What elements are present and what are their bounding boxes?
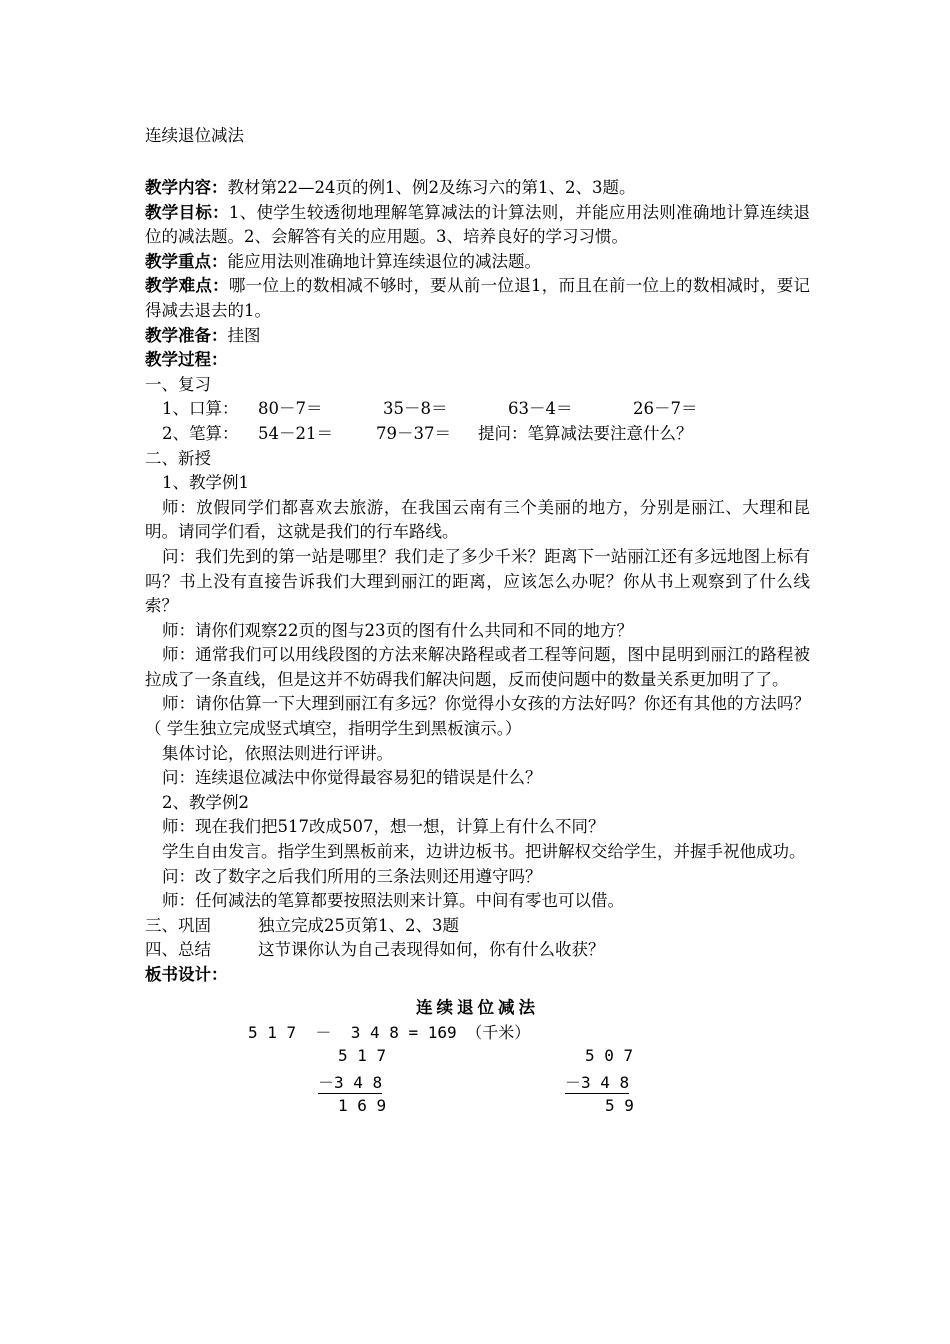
board-label: 板书设计：	[145, 965, 228, 984]
oral-row	[145, 397, 810, 422]
consolidate-heading: 三、巩固	[145, 915, 211, 935]
hard-label: 教学难点：	[145, 276, 229, 296]
example1-heading: 1、教学例1	[162, 473, 249, 493]
content-line	[145, 176, 810, 201]
consolidate-row	[145, 914, 810, 939]
board-area	[145, 1020, 810, 1115]
paragraph: 问：我们先到的第一站是哪里？我们走了多少千米？距离下一站丽江还有多远地图上标有吗？书上没有直接告诉我们大理到丽江的距离，应该怎么办呢？你从书上观察到了什么线索？	[145, 546, 810, 616]
key-label: 教学重点：	[145, 251, 228, 271]
paragraph: 师：请你估算一下大理到丽江有多远？你觉得小女孩的方法好吗？你还有其他的方法吗？（ 学生独立完成竖式填空，指明学生到黑板演示。）	[145, 694, 810, 739]
calc1-top: 5 1 7	[338, 1045, 387, 1065]
key-line	[145, 250, 810, 275]
calc1-minus: －3 4 8	[318, 1070, 382, 1094]
consolidate-text: 独立完成25页第1、2、3题	[258, 915, 459, 935]
summary-heading: 四、总结	[145, 940, 211, 960]
oral-item: 80－7＝	[258, 399, 323, 419]
paragraph: 师：通常我们可以用线段图的方法来解决路程或者工程等问题，图中昆明到丽江的路程被拉成了一条直线，但是这并不妨碍我们解决问题，反而使问题中的数量关系更加明了了。	[145, 645, 810, 689]
content-text: 教材第22—24页的例1、例2及练习六的第1、2、3题。	[227, 178, 636, 197]
key-text: 能应用法则准确地计算连续退位的减法题。	[227, 251, 541, 271]
written-label: 2、笔算：	[162, 423, 239, 443]
written-item: 79－37＝	[376, 423, 451, 443]
calc2-result: 5 9	[605, 1095, 634, 1115]
new-heading: 二、新授	[145, 448, 211, 468]
paragraph: 师：请你们观察22页的图与23页的图有什么共同和不同的地方？	[162, 620, 633, 640]
summary-row	[145, 938, 810, 963]
example2-heading: 2、教学例2	[162, 792, 249, 812]
written-question: 提问：笔算减法要注意什么？	[478, 423, 693, 443]
oral-item: 63－4＝	[508, 399, 573, 419]
written-row	[145, 422, 810, 447]
oral-item: 26－7＝	[633, 399, 698, 419]
prep-label: 教学准备：	[145, 325, 228, 345]
prep-line	[145, 324, 810, 349]
calc2-top: 5 0 7	[585, 1045, 634, 1065]
paragraph: 问：连续退位减法中你觉得最容易犯的错误是什么？	[162, 768, 542, 788]
calc1-result: 1 6 9	[338, 1095, 387, 1115]
oral-label: 1、口算：	[162, 399, 239, 419]
board-title: 连续退位减法	[416, 997, 539, 1017]
goal-label: 教学目标：	[145, 202, 229, 222]
paragraph: 问：改了数字之后我们所用的三条法则还用遵守吗？	[162, 866, 542, 886]
summary-text: 这节课你认为自己表现得如何，你有什么收获？	[258, 940, 605, 960]
document-page	[145, 122, 811, 1115]
oral-item: 35－8＝	[383, 399, 448, 419]
paragraph: 师：任何减法的笔算都要按照法则来计算。中间有零也可以借。	[162, 891, 624, 911]
goal-line	[145, 201, 810, 250]
content-label: 教学内容：	[145, 178, 228, 197]
paragraph: 师：放假同学们都喜欢去旅游，在我国云南有三个美丽的地方，分别是丽江、大理和昆明。请同学们看，这就是我们的行车路线。	[145, 497, 810, 542]
hard-text: 哪一位上的数相减不够时，要从前一位退1，而且在前一位上的数相减时，要记得减去退去的1。	[145, 276, 811, 320]
process-label: 教学过程：	[145, 350, 228, 370]
written-item: 54－21＝	[258, 423, 333, 443]
review-heading: 一、复习	[145, 374, 211, 394]
goal-text: 1、使学生较透彻地理解笔算减法的计算法则，并能应用法则准确地计算连续退位的减法题。2、会解答有关的应用题。3、培养良好的学习习惯。	[145, 202, 811, 247]
calc2-minus: －3 4 8	[565, 1070, 629, 1094]
board-equation: 5 1 7 － 3 4 8 = 169 （千米）	[248, 1022, 531, 1042]
paragraph: 集体讨论，依照法则进行评讲。	[162, 743, 393, 763]
paragraph: 师：现在我们把517改成507，想一想，计算上有什么不同？	[162, 817, 605, 837]
paragraph: 学生自由发言。指学生到黑板前来，边讲边板书。把讲解权交给学生，并握手祝他成功。	[162, 842, 806, 862]
prep-text: 挂图	[227, 325, 261, 345]
document-title: 连续退位减法	[145, 126, 244, 145]
hard-line	[145, 274, 810, 323]
